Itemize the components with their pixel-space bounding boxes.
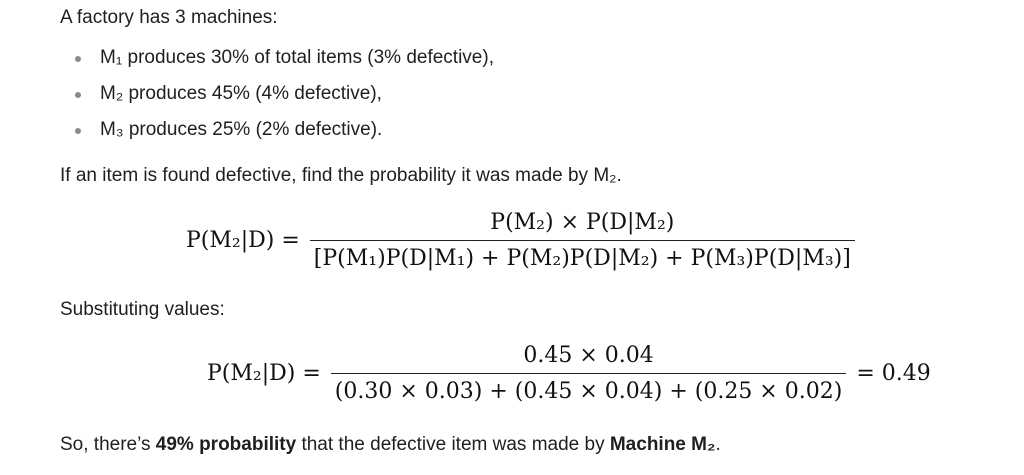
formula-fraction: [310, 210, 855, 271]
machine-list: [60, 44, 494, 152]
list-item: M₃ produces 25% (2% defective).: [60, 116, 494, 152]
substituted-formula: [207, 343, 931, 404]
list-item: M₂ produces 45% (4% defective),: [60, 80, 494, 116]
machine-highlight: Machine M₂: [609, 434, 716, 455]
formula-numerator: P(M₂) × P(D|M₂): [490, 210, 675, 235]
result-value: = 0.49: [856, 361, 931, 386]
list-item: M₁ produces 30% of total items (3% defective),: [60, 44, 494, 80]
formula-lhs: P(M₂|D) =: [186, 228, 300, 253]
probability-highlight: 49% probability: [155, 434, 297, 455]
conclusion-suffix: .: [715, 434, 721, 455]
intro-text: A factory has 3 machines:: [60, 7, 278, 28]
formula-denominator: [P(M₁)P(D|M₁) + P(M₂)P(D|M₂) + P(M₃)P(D|M₃)]: [310, 240, 855, 271]
substituted-fraction: [331, 343, 847, 404]
conclusion-text: [60, 433, 721, 457]
bayes-formula: [186, 210, 865, 271]
substituted-numerator: 0.45 × 0.04: [523, 343, 654, 368]
conclusion-prefix: So, there’s: [60, 434, 156, 455]
substituted-lhs: P(M₂|D) =: [207, 361, 321, 386]
substitution-label: Substituting values:: [60, 299, 225, 320]
substituted-denominator: (0.30 × 0.03) + (0.45 × 0.04) + (0.25 × 0.02): [331, 373, 847, 404]
conclusion-middle: that the defective item was made by: [296, 434, 610, 455]
question-text: If an item is found defective, find the probability it was made by M₂.: [60, 165, 622, 186]
